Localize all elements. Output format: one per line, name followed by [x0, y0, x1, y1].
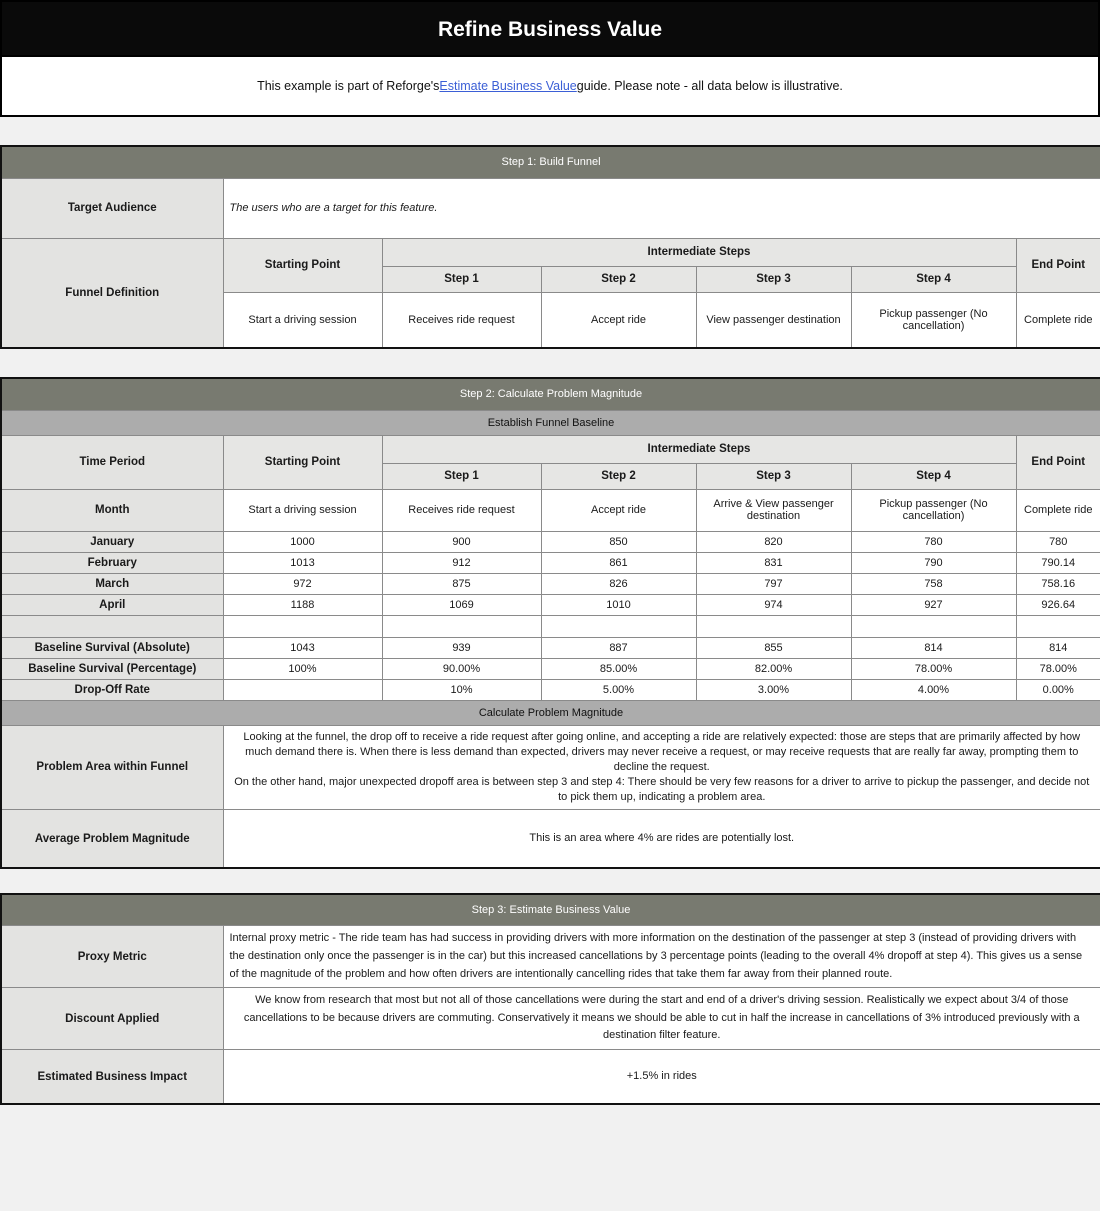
step1-col-step-2: Step 2 [541, 266, 696, 292]
spacer-3 [0, 869, 1100, 893]
time-period-header: Time Period [1, 435, 223, 489]
step2-col-step-1: Step 1 [382, 463, 541, 489]
problem-area-paragraph-2: On the other hand, major unexpected dropoff area is between step 3 and step 4: There should be very few reasons for a driver to arrive to pickup the passenger, and decide not to pick them up, indicating a problem area. [234, 776, 1090, 804]
table-cell: 90.00% [382, 658, 541, 679]
table-row [1, 573, 1100, 594]
proxy-metric-value: Internal proxy metric - The ride team has had success in providing drivers with more information on the destination of the passenger at step 3 (instead of providing drivers with the destination only once the passenger is in the car) but this increased cancellations by 3 percentage points (leading to the overall 4% dropoff at step 4). This gives us a sense of the magnitude of the problem and how often drivers are intentionally cancelling rides that take them far away from their planned route. [223, 926, 1100, 988]
table-cell: 797 [696, 573, 851, 594]
table-cell: 814 [851, 637, 1016, 658]
table-cell: 790.14 [1016, 552, 1100, 573]
table-cell [223, 615, 382, 637]
table-cell: 780 [851, 531, 1016, 552]
table-cell: 0.00% [1016, 679, 1100, 700]
funnel-step-2: Accept ride [541, 292, 696, 348]
step2-intermediate-steps-header: Intermediate Steps [382, 435, 1016, 463]
table-cell [223, 679, 382, 700]
month-step-4: Pickup passenger (No cancellation) [851, 489, 1016, 531]
step3-header-row [1, 894, 1100, 926]
table-cell: 850 [541, 531, 696, 552]
table-cell: 926.64 [1016, 594, 1100, 615]
table-cell: 1000 [223, 531, 382, 552]
funnel-definition-header-row [1, 238, 1100, 266]
target-audience-row [1, 178, 1100, 238]
row-label: Drop-Off Rate [1, 679, 223, 700]
avg-magnitude-value: This is an area where 4% are rides are potentially lost. [223, 810, 1100, 868]
step1-col-step-4: Step 4 [851, 266, 1016, 292]
estimate-business-value-link[interactable]: Estimate Business Value [439, 79, 577, 93]
establish-baseline-band: Establish Funnel Baseline [1, 410, 1100, 435]
table-cell: 758 [851, 573, 1016, 594]
table-cell: 972 [223, 573, 382, 594]
month-step-1: Receives ride request [382, 489, 541, 531]
funnel-end-point: Complete ride [1016, 292, 1100, 348]
step3-table [0, 893, 1100, 1106]
step2-col-step-3: Step 3 [696, 463, 851, 489]
step2-starting-point-header: Starting Point [223, 435, 382, 489]
estimated-impact-value: +1.5% in rides [223, 1049, 1100, 1104]
table-cell: 1188 [223, 594, 382, 615]
table-row [1, 658, 1100, 679]
row-label: Baseline Survival (Absolute) [1, 637, 223, 658]
table-cell: 912 [382, 552, 541, 573]
row-label: January [1, 531, 223, 552]
discount-applied-row [1, 988, 1100, 1050]
step2-header: Step 2: Calculate Problem Magnitude [1, 378, 1100, 410]
problem-area-label: Problem Area within Funnel [1, 725, 223, 810]
discount-applied-value: We know from research that most but not all of those cancellations were during the start and end of a driver's driving session. Realistically we expect about 3/4 of those cancellations to be because drivers are commuting. Conservatively it means we should be able to cut in half the increase in cancellations of 3% introduced previously with a destination filter feature. [223, 988, 1100, 1050]
table-cell: 861 [541, 552, 696, 573]
table-row [1, 679, 1100, 700]
proxy-metric-label: Proxy Metric [1, 926, 223, 988]
month-starting-point: Start a driving session [223, 489, 382, 531]
month-step-3: Arrive & View passenger destination [696, 489, 851, 531]
table-cell [382, 615, 541, 637]
table-cell: 887 [541, 637, 696, 658]
table-cell: 1010 [541, 594, 696, 615]
problem-area-value [223, 725, 1100, 810]
spacer-1 [0, 117, 1100, 145]
table-cell: 758.16 [1016, 573, 1100, 594]
table-cell: 85.00% [541, 658, 696, 679]
month-label: Month [1, 489, 223, 531]
table-cell: 855 [696, 637, 851, 658]
step2-col-step-4: Step 4 [851, 463, 1016, 489]
month-end-point: Complete ride [1016, 489, 1100, 531]
table-cell: 82.00% [696, 658, 851, 679]
table-row [1, 637, 1100, 658]
step1-header-row [1, 146, 1100, 178]
table-cell: 1043 [223, 637, 382, 658]
table-cell: 831 [696, 552, 851, 573]
table-cell: 927 [851, 594, 1016, 615]
target-audience-value: The users who are a target for this feature. [223, 178, 1100, 238]
row-label: April [1, 594, 223, 615]
table-cell: 3.00% [696, 679, 851, 700]
avg-magnitude-label: Average Problem Magnitude [1, 810, 223, 868]
page-subtitle [0, 55, 1100, 117]
table-row [1, 615, 1100, 637]
step2-end-point-header: End Point [1016, 435, 1100, 489]
table-cell: 10% [382, 679, 541, 700]
table-row [1, 594, 1100, 615]
step1-col-step-3: Step 3 [696, 266, 851, 292]
funnel-step-3: View passenger destination [696, 292, 851, 348]
table-cell [696, 615, 851, 637]
step2-data-rows [1, 531, 1100, 700]
funnel-step-1: Receives ride request [382, 292, 541, 348]
table-cell: 974 [696, 594, 851, 615]
table-cell: 790 [851, 552, 1016, 573]
step1-header: Step 1: Build Funnel [1, 146, 1100, 178]
row-label [1, 615, 223, 637]
row-label: Baseline Survival (Percentage) [1, 658, 223, 679]
table-cell: 826 [541, 573, 696, 594]
intermediate-steps-header: Intermediate Steps [382, 238, 1016, 266]
step2-col-step-2: Step 2 [541, 463, 696, 489]
month-step-2: Accept ride [541, 489, 696, 531]
step2-colhead-row-1 [1, 435, 1100, 463]
funnel-starting-point: Start a driving session [223, 292, 382, 348]
table-cell: 780 [1016, 531, 1100, 552]
table-cell: 820 [696, 531, 851, 552]
table-cell: 1013 [223, 552, 382, 573]
table-cell: 939 [382, 637, 541, 658]
table-cell: 1069 [382, 594, 541, 615]
table-row [1, 531, 1100, 552]
row-label: March [1, 573, 223, 594]
funnel-step-4: Pickup passenger (No cancellation) [851, 292, 1016, 348]
proxy-metric-row [1, 926, 1100, 988]
target-audience-label: Target Audience [1, 178, 223, 238]
problem-area-paragraph-1: Looking at the funnel, the drop off to receive a ride request after going online, and accepting a ride are relatively expected: those are steps that are primarily affected by how much demand there is. When there is less demand than expected, drivers may never receive a request, or may receive requests that are really far away, prompting them to decline the request. [243, 730, 1081, 773]
starting-point-header: Starting Point [223, 238, 382, 292]
table-cell: 100% [223, 658, 382, 679]
funnel-definition-label: Funnel Definition [1, 238, 223, 348]
table-cell: 78.00% [1016, 658, 1100, 679]
step2-header-row [1, 378, 1100, 410]
table-cell: 875 [382, 573, 541, 594]
table-cell: 78.00% [851, 658, 1016, 679]
estimated-impact-row [1, 1049, 1100, 1104]
subtitle-prefix: This example is part of Reforge's [257, 79, 440, 93]
table-cell: 900 [382, 531, 541, 552]
establish-baseline-band-row [1, 410, 1100, 435]
step1-table [0, 145, 1100, 349]
table-cell [541, 615, 696, 637]
page-title: Refine Business Value [0, 0, 1100, 55]
table-cell: 4.00% [851, 679, 1016, 700]
spacer-2 [0, 349, 1100, 377]
table-cell: 814 [1016, 637, 1100, 658]
avg-magnitude-row [1, 810, 1100, 868]
step3-header: Step 3: Estimate Business Value [1, 894, 1100, 926]
calculate-magnitude-band: Calculate Problem Magnitude [1, 700, 1100, 725]
subtitle-suffix: guide. Please note - all data below is illustrative. [576, 79, 843, 93]
discount-applied-label: Discount Applied [1, 988, 223, 1050]
end-point-header: End Point [1016, 238, 1100, 292]
estimated-impact-label: Estimated Business Impact [1, 1049, 223, 1104]
table-cell [1016, 615, 1100, 637]
row-label: February [1, 552, 223, 573]
step2-table [0, 377, 1100, 869]
calculate-magnitude-band-row [1, 700, 1100, 725]
table-cell [851, 615, 1016, 637]
problem-area-row [1, 725, 1100, 810]
month-row [1, 489, 1100, 531]
table-cell: 5.00% [541, 679, 696, 700]
table-row [1, 552, 1100, 573]
step1-col-step-1: Step 1 [382, 266, 541, 292]
